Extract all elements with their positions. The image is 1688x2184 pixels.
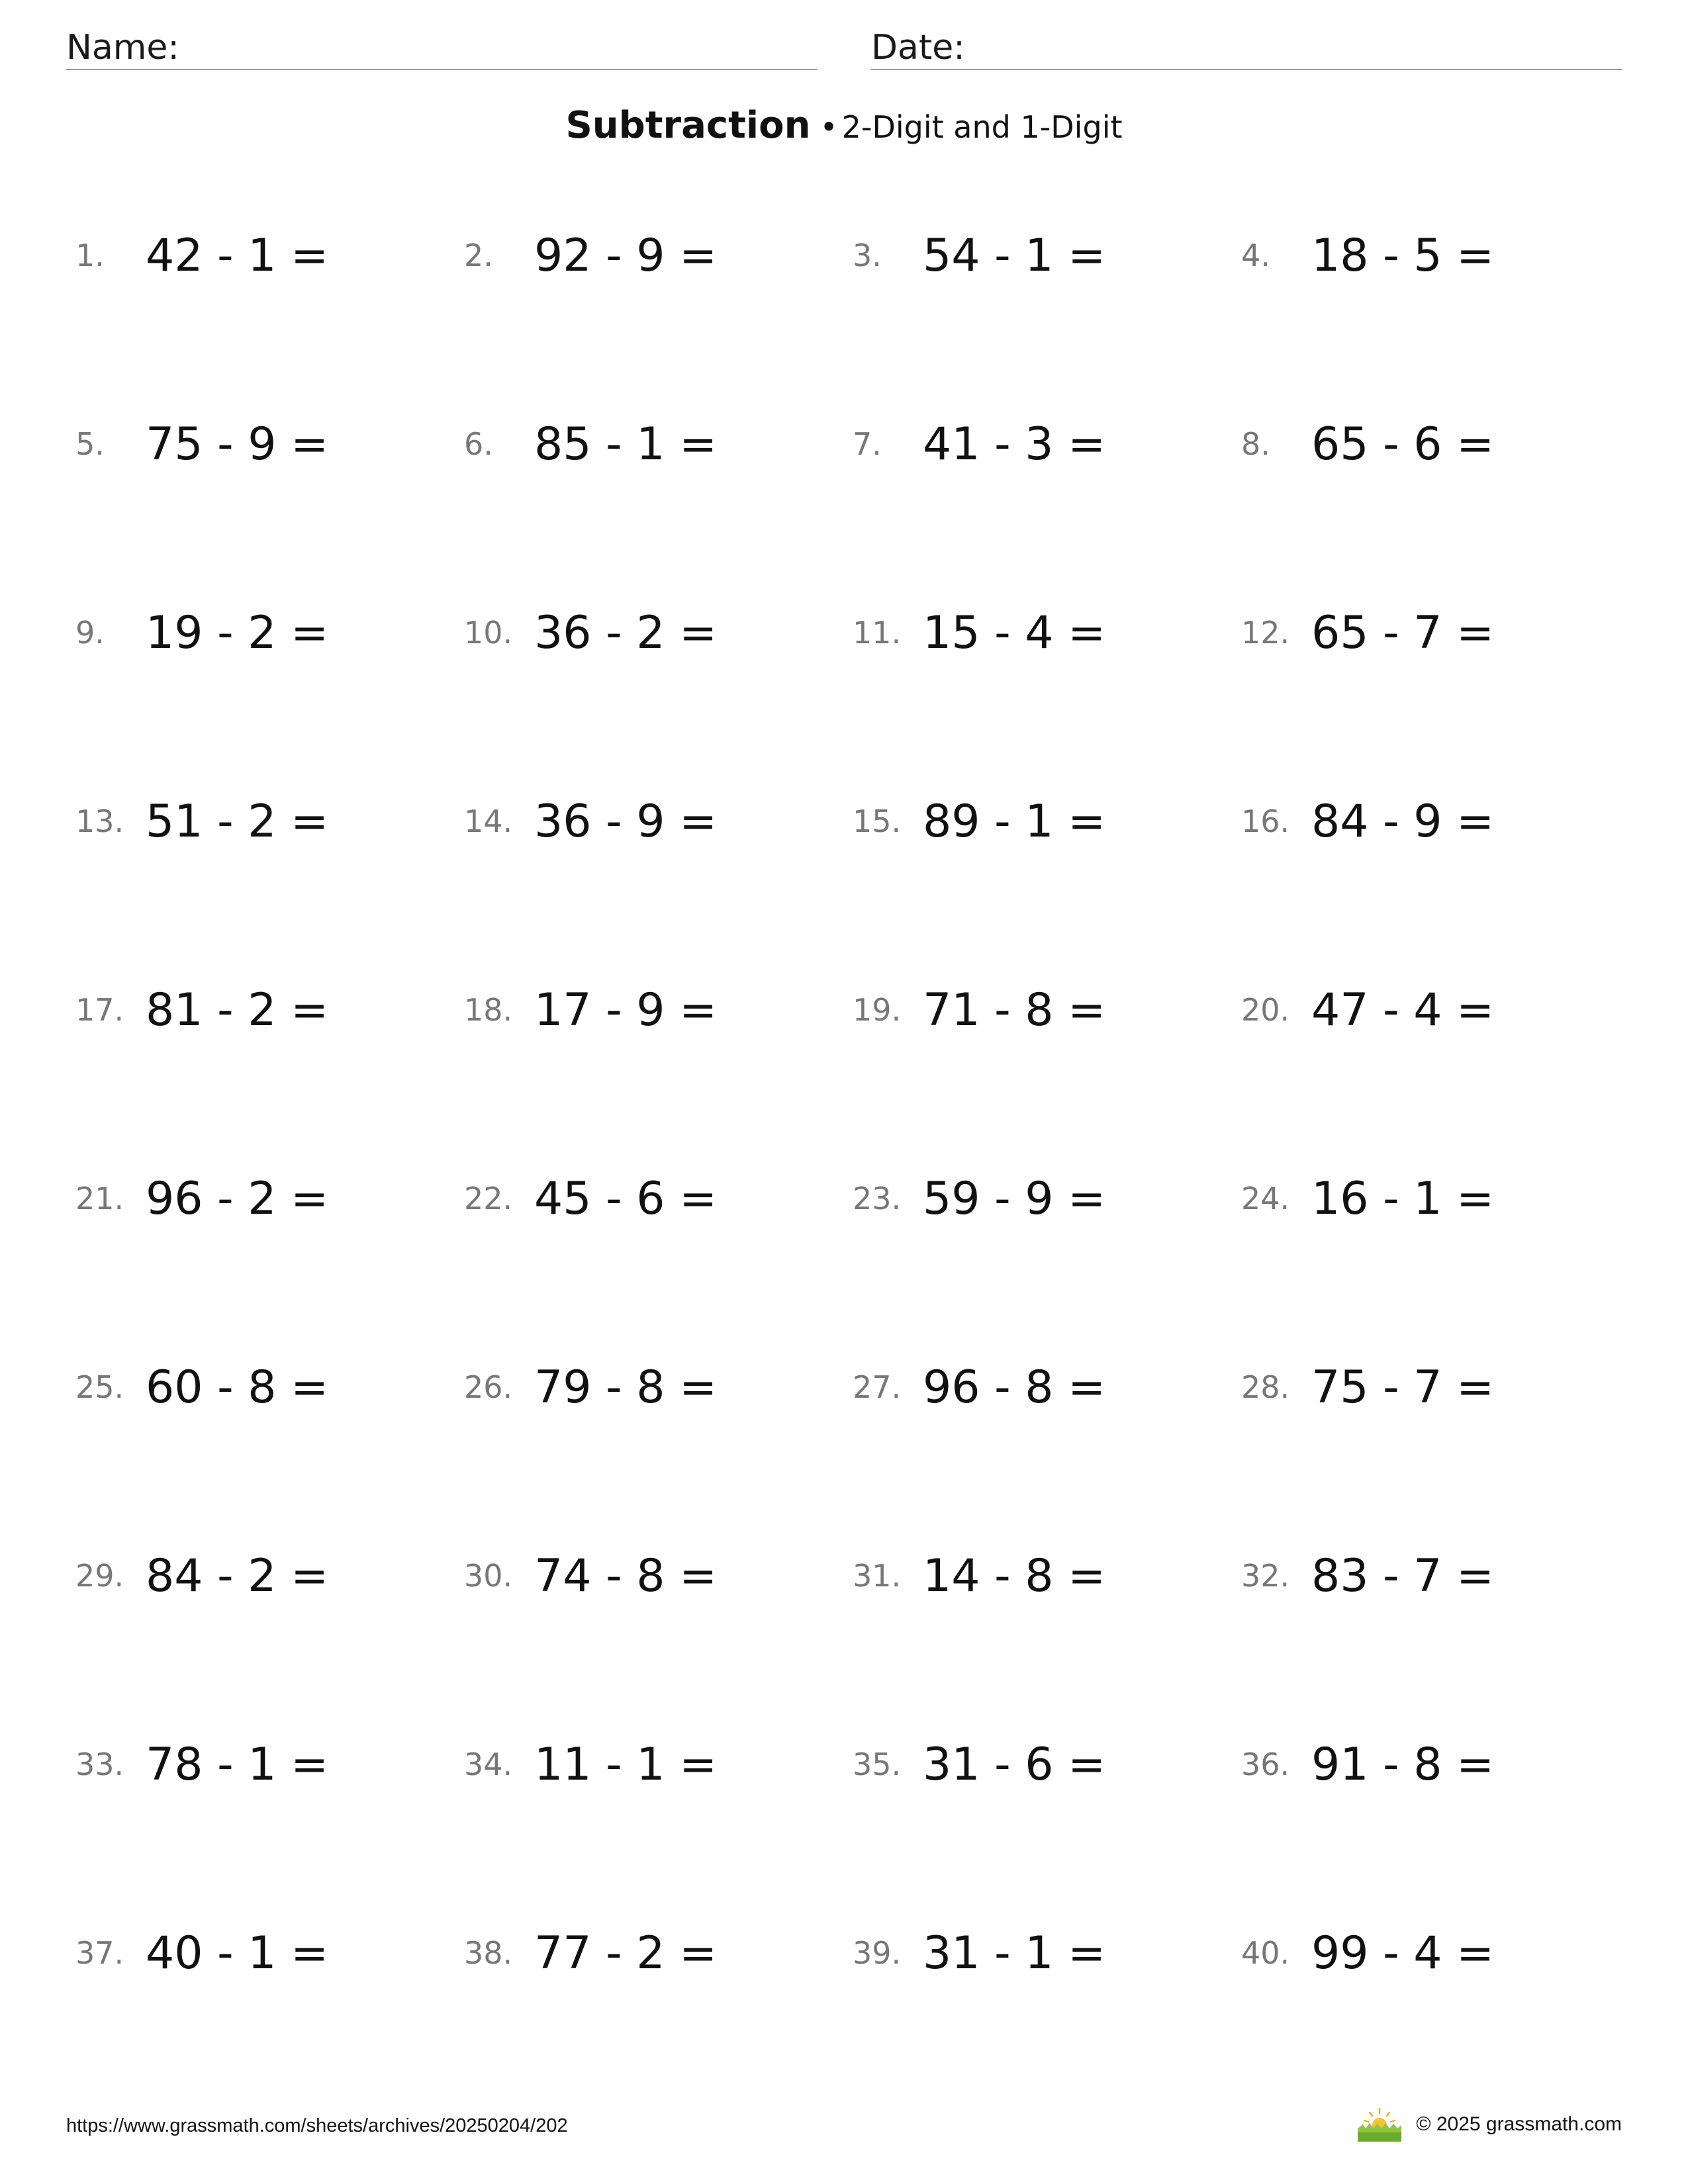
problem-number: 22.	[464, 1181, 513, 1216]
problem-number: 30.	[464, 1558, 513, 1594]
problem-expression: 14 - 8 =	[923, 1549, 1106, 1602]
problem-item	[464, 1161, 853, 1236]
problem-number: 25.	[75, 1369, 124, 1405]
problem-number: 15.	[853, 803, 902, 839]
problem-item	[1241, 1539, 1630, 1613]
problem-expression: 19 - 2 =	[146, 606, 329, 659]
problem-item	[1241, 596, 1630, 670]
problem-expression: 84 - 9 =	[1311, 795, 1495, 848]
problem-item	[75, 1727, 464, 1801]
problem-expression: 77 - 2 =	[534, 1927, 718, 1979]
problem-item	[75, 407, 464, 481]
problem-number: 2.	[464, 238, 493, 273]
footer-brand	[1356, 2107, 1622, 2142]
problem-number: 40.	[1241, 1935, 1290, 1971]
problem-number: 21.	[75, 1181, 124, 1216]
problem-number: 4.	[1241, 238, 1270, 273]
problem-item	[853, 1350, 1241, 1424]
problem-item	[853, 1161, 1241, 1236]
problem-number: 20.	[1241, 992, 1290, 1028]
problem-item	[464, 1727, 853, 1801]
problem-expression: 60 - 8 =	[146, 1361, 329, 1414]
problem-number: 12.	[1241, 615, 1290, 651]
problem-item	[464, 973, 853, 1047]
problem-number: 11.	[853, 615, 902, 651]
problem-expression: 36 - 9 =	[534, 795, 718, 848]
problem-expression: 83 - 7 =	[1311, 1549, 1495, 1602]
problem-number: 23.	[853, 1181, 902, 1216]
problem-number: 27.	[853, 1369, 902, 1405]
date-field[interactable]	[871, 25, 1622, 70]
problem-expression: 31 - 6 =	[923, 1738, 1106, 1791]
copyright-text: © 2025 grassmath.com	[1416, 2113, 1622, 2135]
problem-expression: 91 - 8 =	[1311, 1738, 1495, 1791]
problem-number: 26.	[464, 1369, 513, 1405]
problem-expression: 99 - 4 =	[1311, 1927, 1495, 1979]
problem-number: 6.	[464, 426, 493, 462]
problem-number: 13.	[75, 803, 124, 839]
problem-item	[1241, 218, 1630, 293]
problem-item	[75, 1539, 464, 1613]
problem-number: 8.	[1241, 426, 1270, 462]
title-subtitle: 2-Digit and 1-Digit	[841, 109, 1123, 145]
problem-expression: 15 - 4 =	[923, 606, 1106, 659]
grass-sun-logo-icon	[1356, 2107, 1403, 2142]
problem-item	[1241, 1161, 1630, 1236]
problem-number: 7.	[853, 426, 882, 462]
problem-expression: 31 - 1 =	[923, 1927, 1106, 1979]
name-field[interactable]	[66, 25, 817, 70]
problem-expression: 47 - 4 =	[1311, 983, 1495, 1036]
problem-number: 29.	[75, 1558, 124, 1594]
problem-number: 28.	[1241, 1369, 1290, 1405]
problem-number: 16.	[1241, 803, 1290, 839]
problem-expression: 81 - 2 =	[146, 983, 329, 1036]
problem-expression: 89 - 1 =	[923, 795, 1106, 848]
problem-item	[1241, 407, 1630, 481]
problem-number: 10.	[464, 615, 513, 651]
problem-expression: 18 - 5 =	[1311, 229, 1495, 282]
problem-expression: 11 - 1 =	[534, 1738, 718, 1791]
problem-number: 3.	[853, 238, 882, 273]
problem-number: 37.	[75, 1935, 124, 1971]
problem-number: 24.	[1241, 1181, 1290, 1216]
problem-expression: 16 - 1 =	[1311, 1172, 1495, 1225]
problem-item	[75, 1161, 464, 1236]
problem-item	[75, 784, 464, 858]
problem-item	[464, 407, 853, 481]
footer-url[interactable]: https://www.grassmath.com/sheets/archives/20250204/202	[66, 2115, 568, 2136]
problem-number: 14.	[464, 803, 513, 839]
date-label: Date:	[871, 28, 965, 68]
problem-expression: 96 - 2 =	[146, 1172, 329, 1225]
problem-item	[464, 1350, 853, 1424]
problem-expression: 51 - 2 =	[146, 795, 329, 848]
problem-expression: 41 - 3 =	[923, 418, 1106, 471]
problem-expression: 79 - 8 =	[534, 1361, 718, 1414]
problem-item	[75, 596, 464, 670]
problem-expression: 92 - 9 =	[534, 229, 718, 282]
problem-expression: 36 - 2 =	[534, 606, 718, 659]
problem-expression: 75 - 9 =	[146, 418, 329, 471]
problem-item	[75, 1916, 464, 1990]
problem-item	[853, 784, 1241, 858]
problem-expression: 59 - 9 =	[923, 1172, 1106, 1225]
problem-expression: 65 - 6 =	[1311, 418, 1495, 471]
problem-item	[853, 596, 1241, 670]
problem-number: 34.	[464, 1747, 513, 1782]
problem-expression: 45 - 6 =	[534, 1172, 718, 1225]
problem-item	[853, 218, 1241, 293]
problem-expression: 96 - 8 =	[923, 1361, 1106, 1414]
problem-expression: 54 - 1 =	[923, 229, 1106, 282]
problem-number: 18.	[464, 992, 513, 1028]
problem-item	[464, 596, 853, 670]
problem-number: 36.	[1241, 1747, 1290, 1782]
problem-item	[853, 1916, 1241, 1990]
problem-item	[464, 218, 853, 293]
problem-item	[464, 1539, 853, 1613]
problem-expression: 74 - 8 =	[534, 1549, 718, 1602]
problem-expression: 75 - 7 =	[1311, 1361, 1495, 1414]
problem-item	[1241, 1727, 1630, 1801]
problem-item	[75, 218, 464, 293]
problem-number: 31.	[853, 1558, 902, 1594]
problem-expression: 84 - 2 =	[146, 1549, 329, 1602]
problem-item	[1241, 1350, 1630, 1424]
problem-item	[464, 784, 853, 858]
problem-number: 38.	[464, 1935, 513, 1971]
problem-item	[853, 1727, 1241, 1801]
problem-expression: 42 - 1 =	[146, 229, 329, 282]
problem-number: 9.	[75, 615, 105, 651]
problem-number: 5.	[75, 426, 105, 462]
problem-number: 1.	[75, 238, 105, 273]
problem-item	[75, 973, 464, 1047]
problem-item	[75, 1350, 464, 1424]
problem-number: 35.	[853, 1747, 902, 1782]
problem-number: 19.	[853, 992, 902, 1028]
worksheet-title	[0, 104, 1688, 147]
name-label: Name:	[66, 28, 179, 68]
problem-expression: 78 - 1 =	[146, 1738, 329, 1791]
problem-number: 39.	[853, 1935, 902, 1971]
problem-number: 17.	[75, 992, 124, 1028]
problem-item	[1241, 784, 1630, 858]
title-main: Subtraction	[565, 104, 811, 147]
problem-expression: 65 - 7 =	[1311, 606, 1495, 659]
problem-item	[464, 1916, 853, 1990]
problem-expression: 17 - 9 =	[534, 983, 718, 1036]
problem-item	[1241, 973, 1630, 1047]
problem-item	[1241, 1916, 1630, 1990]
problem-grid	[75, 218, 1624, 2111]
problem-number: 32.	[1241, 1558, 1290, 1594]
problem-expression: 85 - 1 =	[534, 418, 718, 471]
problem-item	[853, 407, 1241, 481]
problem-item	[853, 973, 1241, 1047]
problem-expression: 40 - 1 =	[146, 1927, 329, 1979]
problem-expression: 71 - 8 =	[923, 983, 1106, 1036]
problem-item	[853, 1539, 1241, 1613]
title-separator: •	[820, 109, 838, 145]
problem-number: 33.	[75, 1747, 124, 1782]
